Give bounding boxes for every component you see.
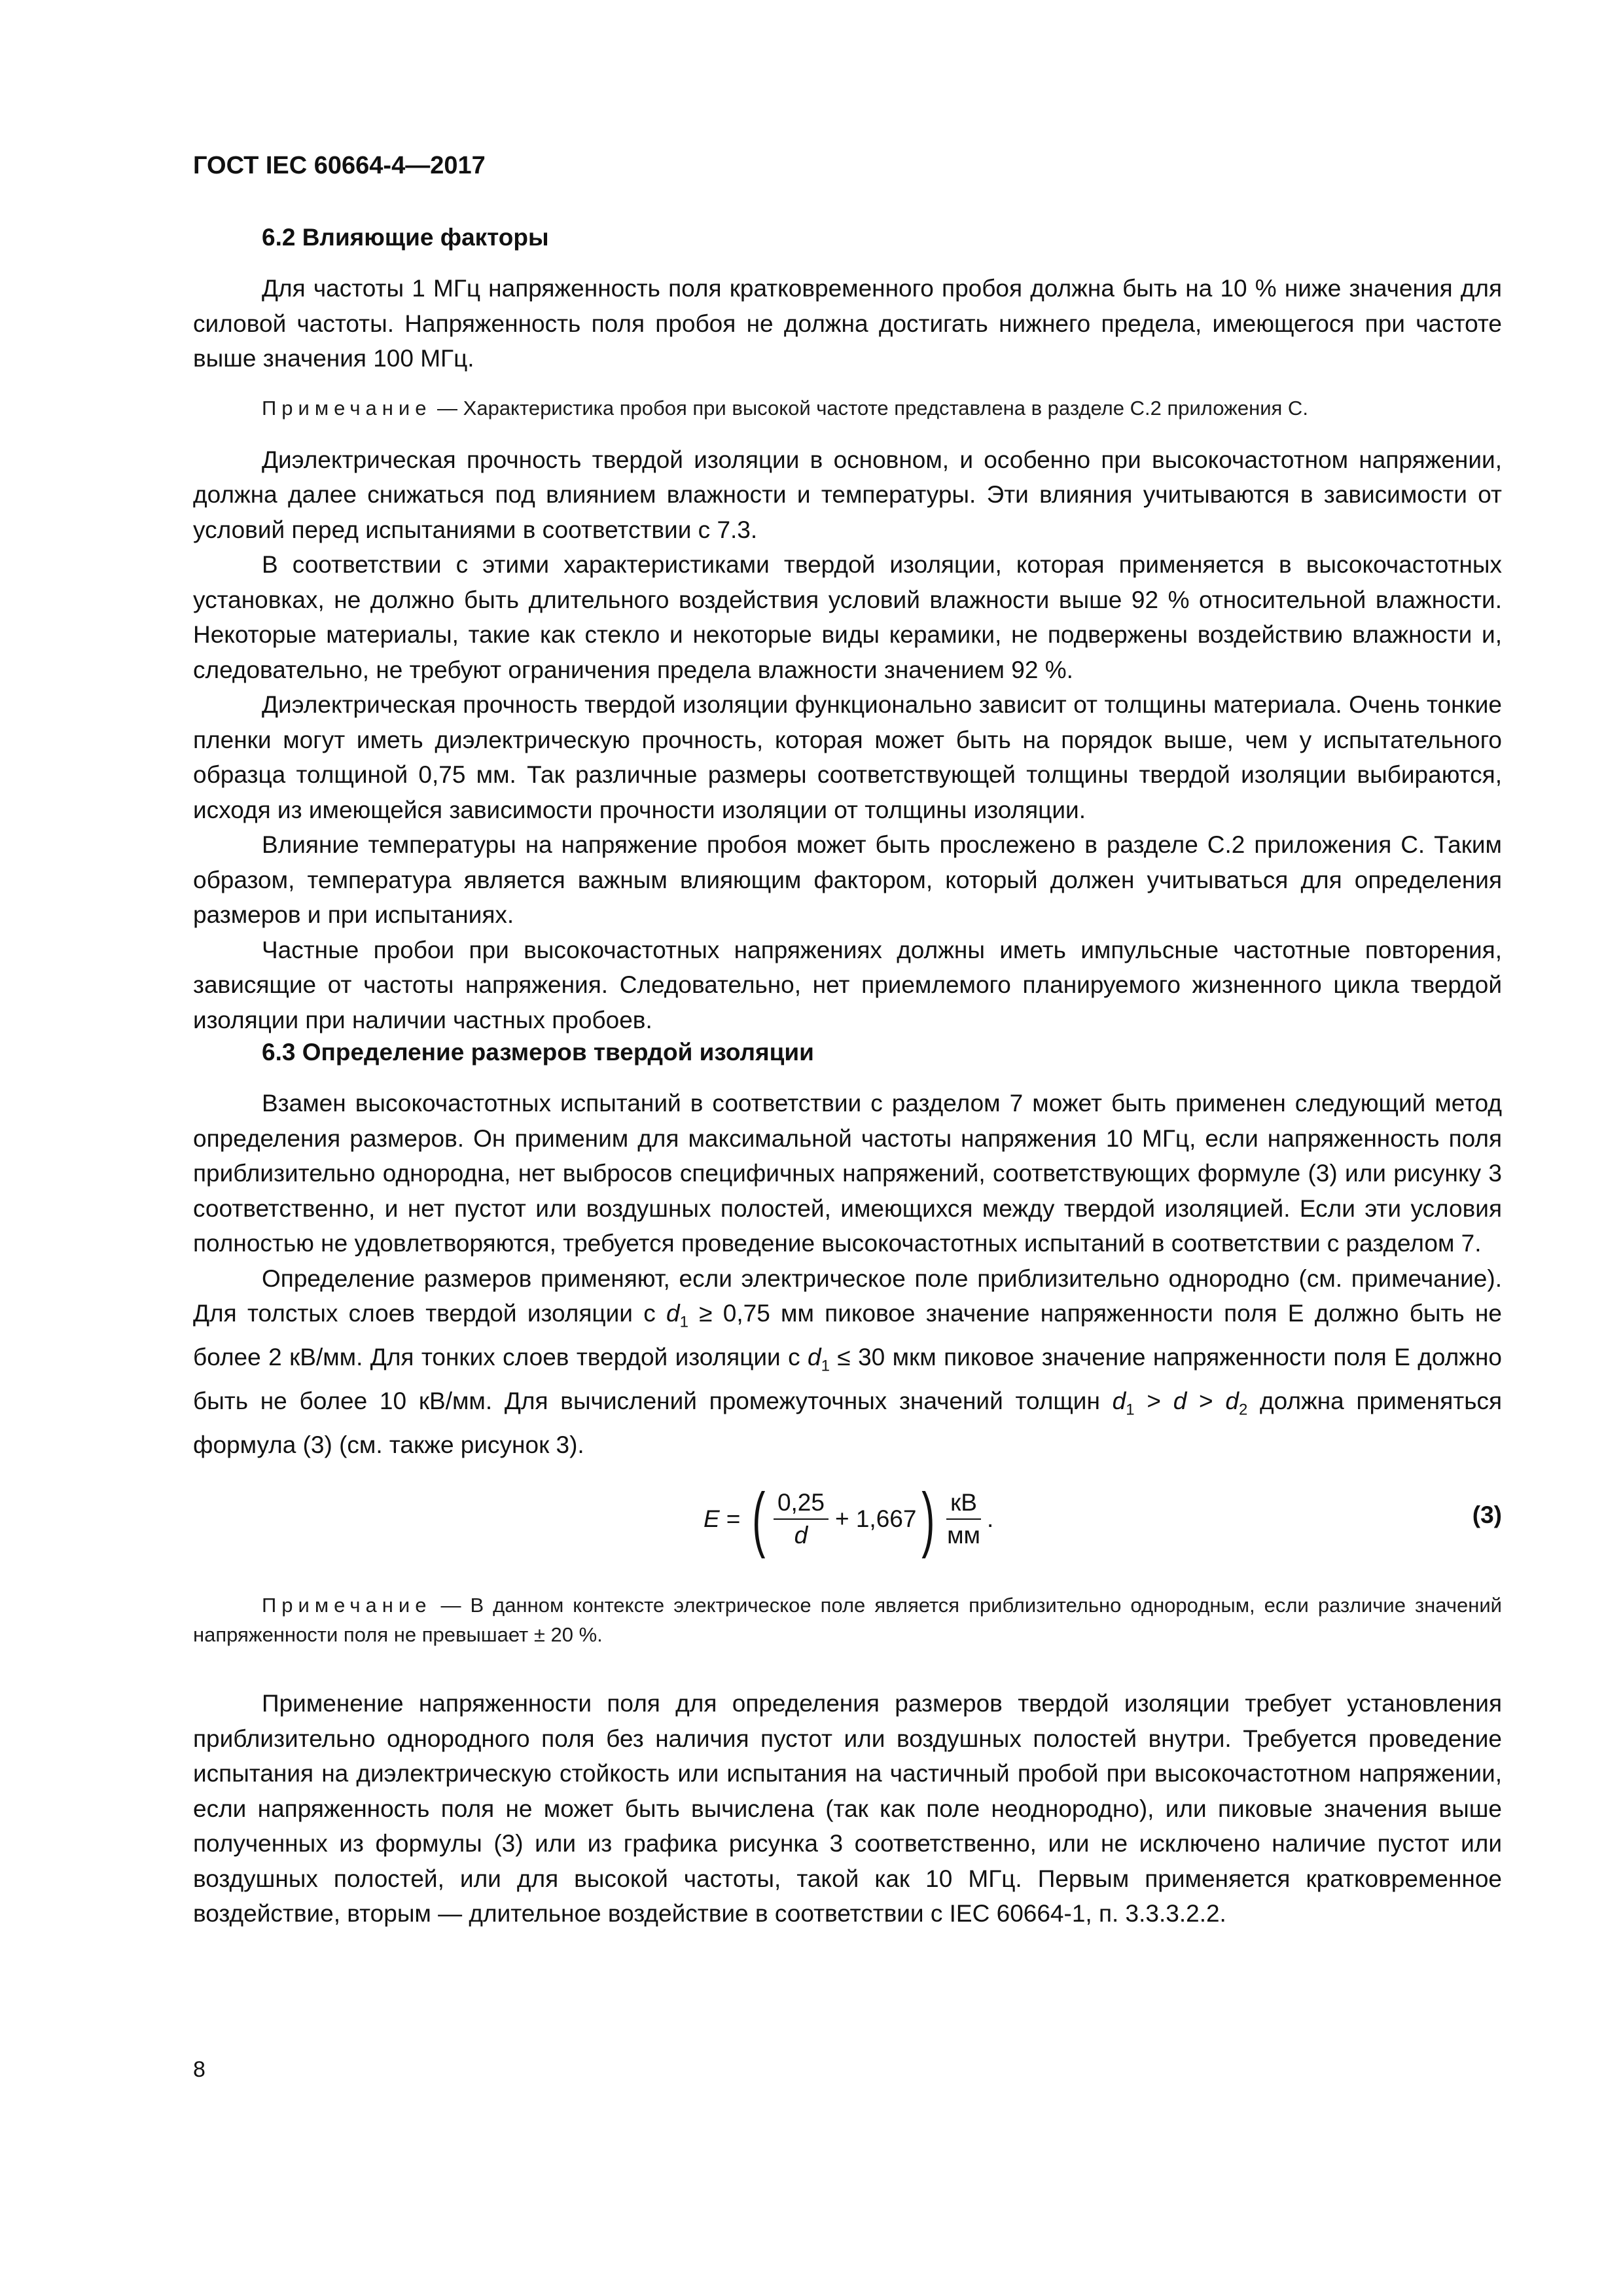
text-run: Определение размеров применяют, если электрическое поле приблизительно однородно (см. примечание). Для толстых слоев твердой изоляции с bbox=[193, 1265, 1502, 1327]
document-header: ГОСТ IEC 60664-4—2017 bbox=[193, 152, 486, 179]
formula-equals: = bbox=[726, 1505, 741, 1533]
paragraph-with-variables bbox=[193, 1261, 1502, 1463]
variable-d: d bbox=[1225, 1387, 1239, 1414]
note-text: — В данном контексте электрическое поле является приблизительно однородным, если различие значений напряженности поля не превышает ± 20 %. bbox=[193, 1594, 1502, 1647]
variable-d: d bbox=[1173, 1387, 1187, 1414]
page-number: 8 bbox=[193, 2057, 205, 2082]
subscript: 1 bbox=[821, 1357, 830, 1375]
text-run: ≤ 30 мкм пиковое значение напряженности поля Е должно быть не более 10 кВ/мм. Для вычислений промежуточных значений толщин bbox=[193, 1343, 1502, 1414]
formula-block bbox=[193, 1475, 1502, 1573]
text-run: > bbox=[1134, 1387, 1173, 1414]
formula-plus-term: + 1,667 bbox=[834, 1505, 917, 1533]
left-paren: ( bbox=[752, 1479, 766, 1560]
variable-d: d bbox=[808, 1343, 821, 1371]
right-paren: ) bbox=[921, 1479, 935, 1560]
unit-numerator: кВ bbox=[946, 1488, 981, 1520]
formula bbox=[704, 1479, 994, 1560]
text-run: > bbox=[1186, 1387, 1226, 1414]
text-run: ≥ 0,75 мм пиковое значение напряженности поля Е должно быть не более 2 кВ/мм. Для тонких слоев твердой изоляции с bbox=[193, 1300, 1502, 1371]
equation-number: (3) bbox=[1472, 1501, 1502, 1529]
formula-lhs: E bbox=[704, 1505, 720, 1533]
note-text: — Характеристика пробоя при высокой частоте представлена в разделе С.2 приложения С. bbox=[431, 396, 1308, 420]
paragraph: Влияние температуры на напряжение пробоя может быть прослежено в разделе С.2 приложения С. Таким образом, температура является важным влияющим фактором, который должен учитываться для определения размеров и при испытаниях. bbox=[193, 831, 1502, 928]
fraction-denominator: d bbox=[794, 1522, 808, 1549]
paragraph: Для частоты 1 МГц напряженность поля кратковременного пробоя должна быть на 10 % ниже значения для силовой частоты. Напряженность поля пробоя не должна достигать нижнего предела, имеющегося при частоте выше значения 100 МГц. bbox=[193, 275, 1502, 372]
text-run: должна применяться формула (3) (см. также рисунок 3). bbox=[193, 1387, 1503, 1458]
unit-denominator: мм bbox=[947, 1522, 980, 1549]
fraction bbox=[774, 1488, 829, 1550]
subscript: 2 bbox=[1238, 1401, 1248, 1419]
subscript: 1 bbox=[1126, 1401, 1135, 1419]
note-label: Примечание bbox=[262, 396, 432, 420]
document-page bbox=[193, 151, 1502, 1931]
note bbox=[193, 393, 1502, 423]
formula-end: . bbox=[986, 1505, 994, 1533]
note bbox=[193, 1590, 1502, 1649]
paragraph: Применение напряженности поля для определения размеров твердой изоляции требует установления приблизительно однородного поля без наличия пустот или воздушных полостей внутри. Требуется проведение испытания на диэлектрическую стойкость или испытания на частичный пробой при высокочастотном напряжении, если напряженность поля не может быть вычислена (так как поле неоднородно), или пиковые значения выше полученных из формулы (3) или из графика рисунка 3 соответственно, или не исключено наличие пустот или воздушных полостей, или для высокой частоты, такой как 10 МГц. Первым применяется кратковременное воздействие, вторым — длительное воздействие в соответствии с IEC 60664-1, п. 3.3.3.2.2. bbox=[193, 1690, 1502, 1928]
section-title-6-3: 6.3 Определение размеров твердой изоляции bbox=[262, 1039, 814, 1066]
fraction-numerator: 0,25 bbox=[774, 1488, 829, 1520]
section-title-6-2: 6.2 Влияющие факторы bbox=[262, 224, 549, 251]
unit-fraction bbox=[943, 1488, 984, 1550]
paragraph: Взамен высокочастотных испытаний в соответствии с разделом 7 может быть применен следующий метод определения размеров. Он применим для максимальной частоты напряжения 10 МГц, если напряженность поля приблизительно однородна, нет выбросов специфичных напряжений, соответствующих формуле (3) или рисунку 3 соответственно, и нет пустот или воздушных полостей, имеющихся между твердой изоляцией. Если эти условия полностью не удовлетворяются, требуется проведение высокочастотных испытаний в соответствии с разделом 7. bbox=[193, 1090, 1502, 1257]
variable-d: d bbox=[1112, 1387, 1126, 1414]
subscript: 1 bbox=[679, 1313, 688, 1331]
paragraph: В соответствии с этими характеристиками твердой изоляции, которая применяется в высокочастотных установках, не должно быть длительного воздействия условий влажности выше 92 % относительной влажности. Некоторые материалы, такие как стекло и некоторые виды керамики, не подвержены воздействию влажности и, следовательно, не требуют ограничения предела влажности значением 92 %. bbox=[193, 551, 1502, 683]
paragraph: Диэлектрическая прочность твердой изоляции в основном, и особенно при высокочастотном напряжении, должна далее снижаться под влиянием влажности и температуры. Эти влияния учитываются в зависимости от условий перед испытаниями в соответствии с 7.3. bbox=[193, 446, 1502, 543]
variable-d: d bbox=[666, 1300, 680, 1327]
paragraph: Диэлектрическая прочность твердой изоляции функционально зависит от толщины материала. Очень тонкие пленки могут иметь диэлектрическую прочность, которая может быть на порядок выше, чем у испытательного образца толщиной 0,75 мм. Так различные размеры соответствующей толщины твердой изоляции выбираются, исходя из имеющейся зависимости прочности изоляции от толщины изоляции. bbox=[193, 691, 1502, 823]
paragraph: Частные пробои при высокочастотных напряжениях должны иметь импульсные частотные повторения, зависящие от частоты напряжения. Следовательно, нет приемлемого планируемого жизненного цикла твердой изоляции при наличии частных пробоев. bbox=[193, 936, 1502, 1033]
note-label: Примечание bbox=[262, 1594, 432, 1617]
